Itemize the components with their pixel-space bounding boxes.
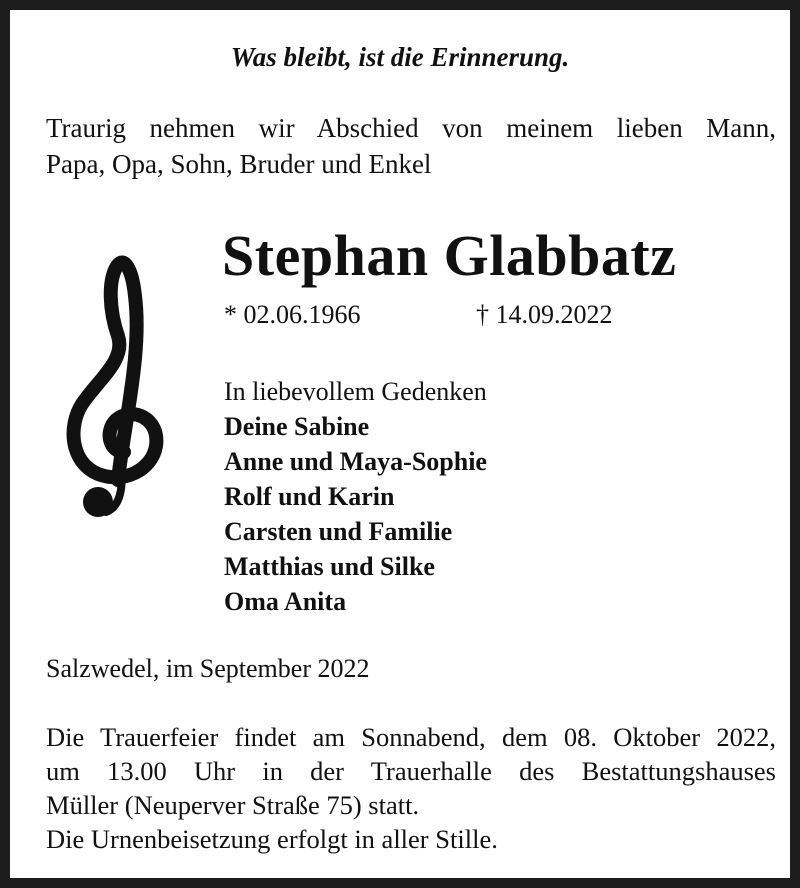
service-line-2: um 13.00 Uhr in der Trauerhalle des Bestattungshauses	[46, 756, 776, 786]
motto: Was bleibt, ist die Erinnerung.	[230, 42, 570, 72]
mourner: Anne und Maya-Sophie	[224, 447, 487, 476]
death-date: † 14.09.2022	[476, 300, 613, 329]
birth-date: * 02.06.1966	[224, 300, 361, 329]
memory-line: In liebevollem Gedenken	[224, 377, 487, 406]
mourner: Rolf und Karin	[224, 482, 395, 511]
service-line-4: Die Urnenbeisetzung erfolgt in aller Stille.	[46, 824, 498, 854]
service-line-1: Die Trauerfeier findet am Sonnabend, dem 08. Oktober 2022,	[46, 722, 776, 752]
intro-text	[46, 110, 776, 182]
mourner: Deine Sabine	[224, 412, 370, 441]
service-line-3: Müller (Neuperver Straße 75) statt.	[46, 790, 420, 820]
intro-line-1: Traurig nehmen wir Abschied von meinem lieben Mann,	[46, 113, 776, 143]
mourner: Matthias und Silke	[224, 552, 435, 581]
intro-line-2: Papa, Opa, Sohn, Bruder und Enkel	[46, 149, 432, 179]
treble-clef-icon	[62, 248, 170, 530]
mourners-list	[224, 409, 487, 619]
deceased-name: Stephan Glabbatz	[222, 223, 677, 288]
place-date: Salzwedel, im September 2022	[46, 654, 370, 683]
mourner: Carsten und Familie	[224, 517, 453, 546]
mourner: Oma Anita	[224, 587, 347, 616]
service-info	[46, 720, 776, 856]
